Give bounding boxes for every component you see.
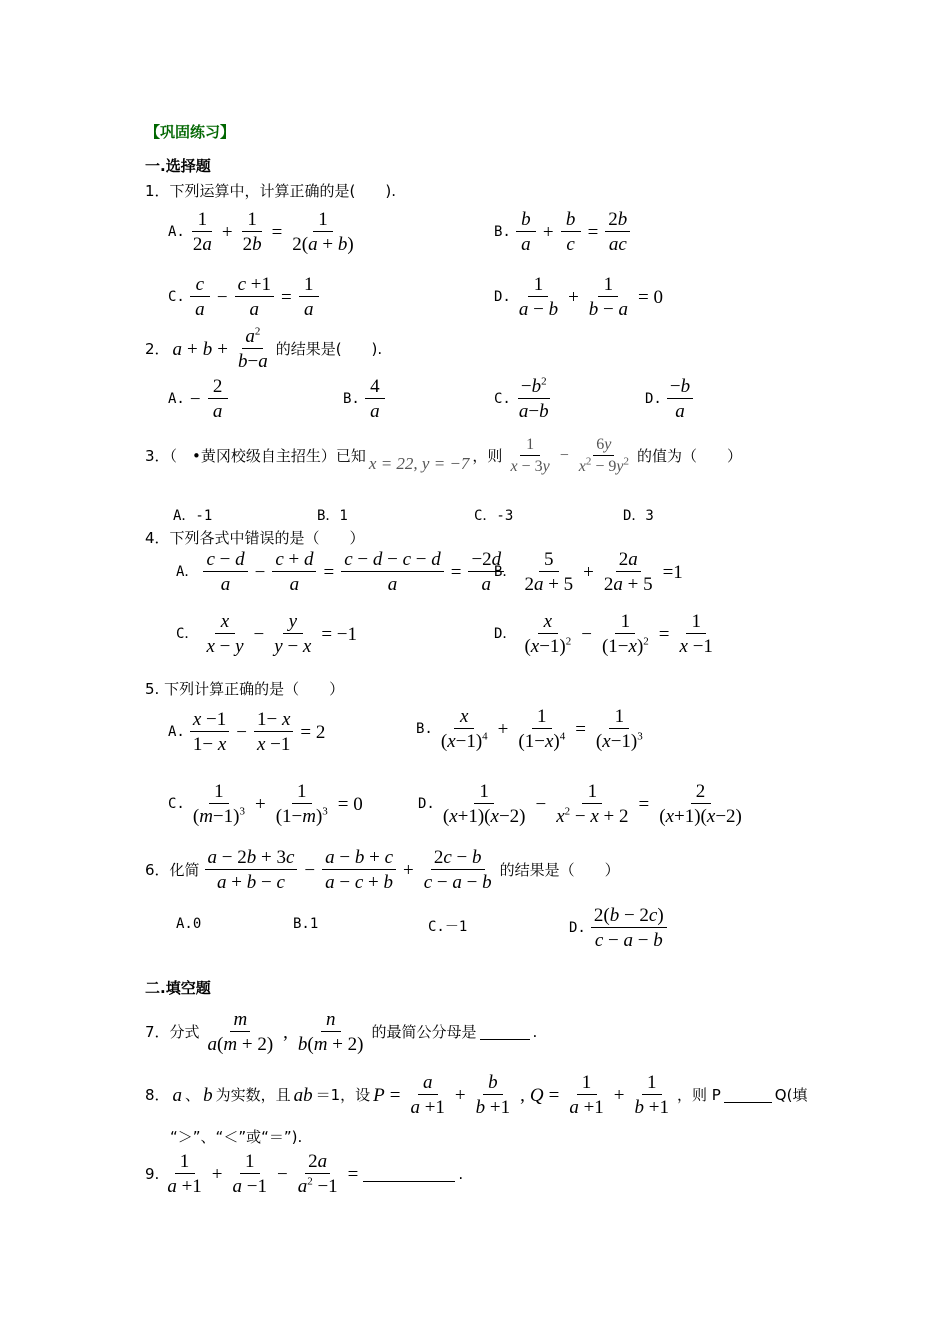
q6-stem: 6．化简 $\frac{a - 2b + 3c}{a + b - c}$ − $\frac{a - b + c}{a - c + b}$ + $\frac{2c - b}{c - a - b}$ 的结果是（ ） [145,847,620,893]
q7-answer-blank[interactable] [480,1024,530,1040]
q2-option-c: C. $\frac{-b^2}{a-b}$ [494,375,549,422]
q4-stem: 4．下列各式中错误的是（ ） [145,529,365,547]
q8-answer-blank[interactable] [724,1087,772,1103]
q6-option-a: A.0 [176,916,202,932]
q5-option-d: D. $\frac{1}{(x+1)(x-2)}$ − $\frac{1}{x^2 - x + 2}$ = $\frac{2}{(x+1)(x-2)}$ [418,781,742,827]
q8-line2: “＞”、“＜”或“＝”). [170,1128,303,1146]
q2-option-b: B. $\frac{4}{a}$ [343,377,387,421]
q1-option-b: B. $\frac{b}{a}$ + $\frac{b}{c}$ = $\frac{2b}{ac}$ [494,210,632,254]
q3-option-c: C．-3 [474,508,514,524]
part2-heading: 二.填空题 [145,979,211,997]
q9-answer-blank[interactable] [363,1166,455,1182]
q6-option-c: C.－1 [428,919,468,935]
q8-stem: 8． a 、 b 为实数，且 ab ＝1，设 P = $\frac{a}{a +1}$ + $\frac{b}{b +1}$ , Q = $\frac{1}{a +1}$ + $\frac{1}{b +1}$ ，则 P Q(填 [145,1072,808,1118]
q1-option-c: C. $\frac{c}{a}$ − $\frac{c +1}{a}$ = $\frac{1}{a}$ [168,275,321,319]
q1-stem: 1．下列运算中，计算正确的是( ). [145,182,397,200]
q4-option-d: D． $\frac{x}{(x-1)^2}$ − $\frac{1}{(1-x)^2}$ = $\frac{1}{x -1}$ [494,611,713,657]
part1-heading: 一.选择题 [145,157,211,175]
q5-option-a: A. $\frac{x -1}{1- x}$ − $\frac{1- x}{x -1}$ = 2 [168,709,326,755]
q4-option-a: A． $\frac{c - d}{a}$ − $\frac{c + d}{a}$ = $\frac{c - d - c - d}{a}$ = $\frac{-2d}{a}$ [176,550,506,594]
q2-stem: 2． a + b + $\frac{a^2}{b-a}$ 的结果是( ). [145,325,383,372]
q1-option-a: A. $\frac{1}{2a}$ + $\frac{1}{2b}$ = $\frac{1}{2(a + b)}$ [168,209,354,255]
section-title: 【巩固练习】 [145,123,236,141]
q2-option-a: A. − $\frac{2}{a}$ [168,377,230,421]
q6-option-b: B.1 [293,916,319,932]
q3-option-b: B．1 [317,508,348,524]
q5-option-c: C. $\frac{1}{(m-1)^3}$ + $\frac{1}{(1-m)^3}$ = 0 [168,781,363,827]
q2-option-d: D. $\frac{-b}{a}$ [645,377,695,421]
q3-option-d: D．3 [623,508,654,524]
q3-stem: 3．（ •黄冈校级自主招生）已知 x = 22, y = −7 ，则 $\frac{1}{x - 3y}$ − $\frac{6y}{x^2 - 9y^2}$ 的值为（ ） [145,436,742,475]
q3-option-a: A．-1 [173,508,213,524]
q4-option-b: B． $\frac{5}{2a + 5}$ + $\frac{2a}{2a + 5}$ =1 [494,549,683,595]
q4-option-c: C． $\frac{x}{x - y}$ − $\frac{y}{y - x}$ = −1 [176,611,358,657]
q1-option-d: D. $\frac{1}{a - b}$ + $\frac{1}{b - a}$ = 0 [494,274,663,320]
q5-stem: 5. 下列计算正确的是（ ） [145,680,345,698]
q7-stem: 7．分式 $\frac{m}{a(m + 2)}$ , $\frac{n}{b(m + 2)}$ 的最简公分母是 . [145,1009,538,1055]
q6-option-d: D. $\frac{2(b - 2c)}{c - a - b}$ [569,906,669,950]
q5-option-b: B. $\frac{x}{(x-1)^4}$ + $\frac{1}{(1-x)^4}$ = $\frac{1}{(x-1)^3}$ [416,706,643,752]
q9-stem: 9. $\frac{1}{a +1}$ + $\frac{1}{a -1}$ − $\frac{2a}{a^2 -1}$ = . [145,1151,464,1197]
